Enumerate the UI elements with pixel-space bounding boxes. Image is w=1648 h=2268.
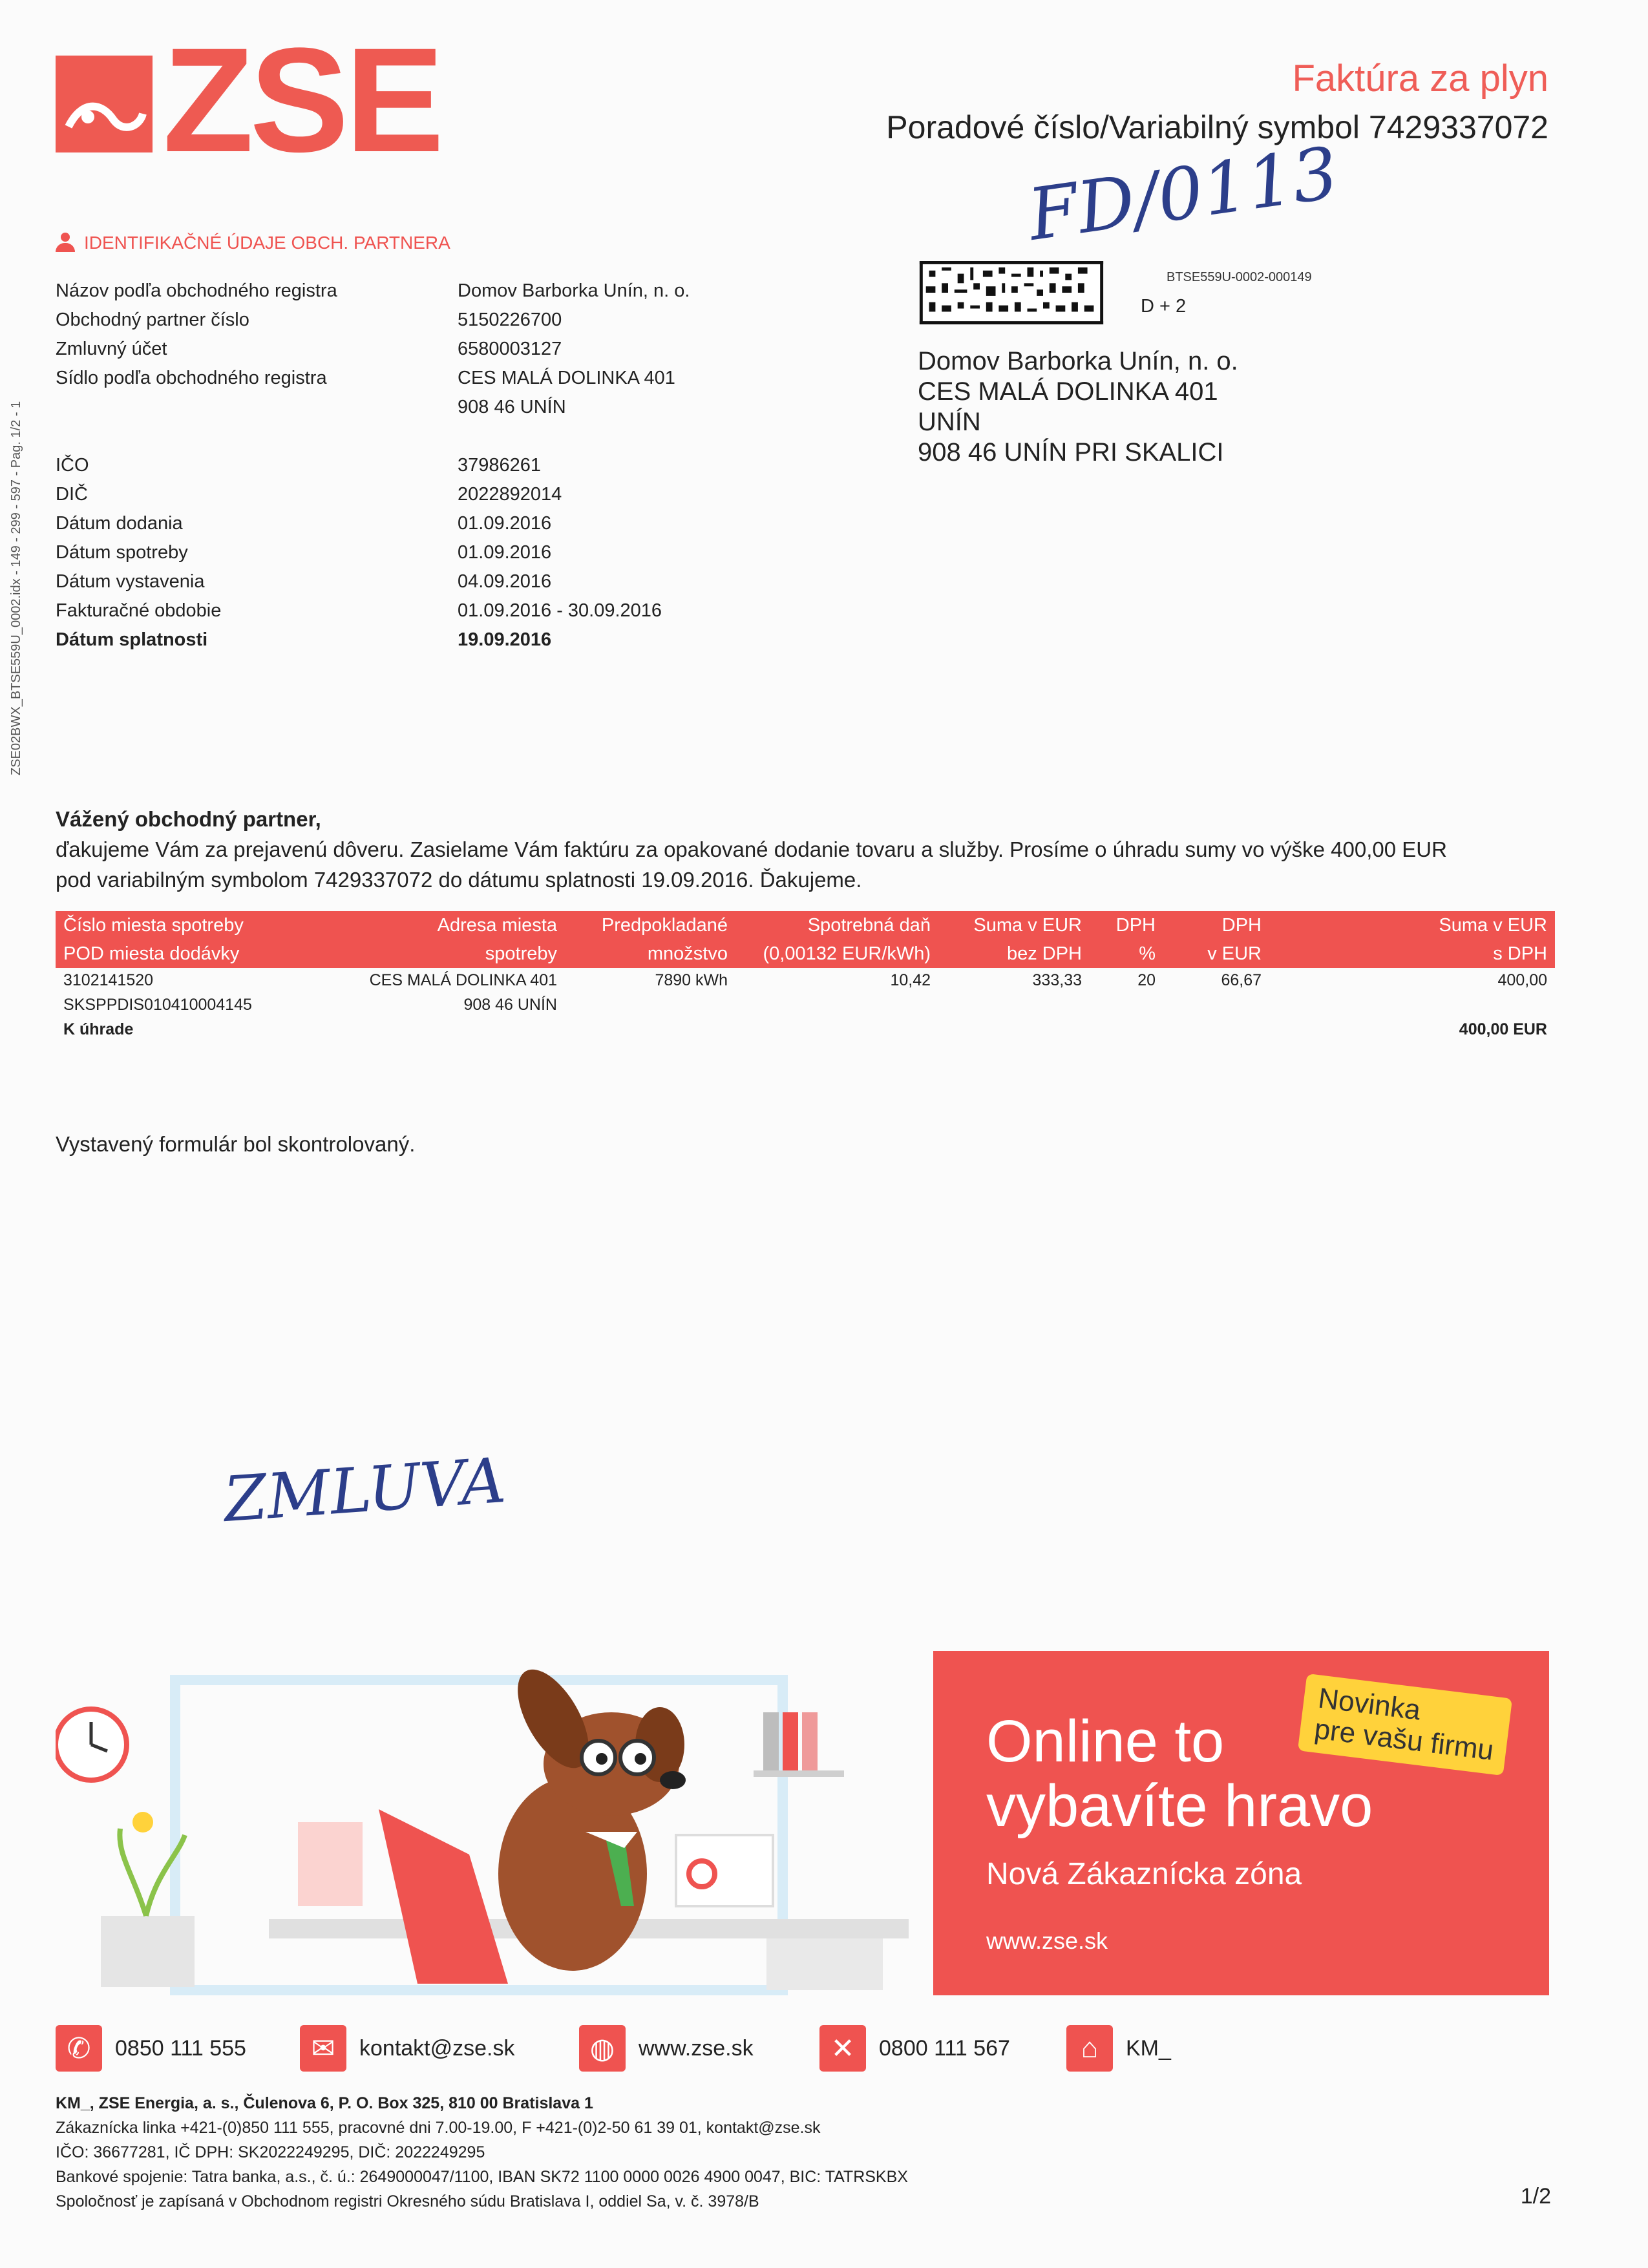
info-value: 908 46 UNÍN — [458, 397, 566, 417]
contact-phone[interactable] — [56, 2025, 300, 2072]
info-row — [56, 335, 781, 364]
info-row — [56, 480, 781, 509]
contact-text: www.zse.sk — [639, 2035, 754, 2061]
info-label: Sídlo podľa obchodného registra — [56, 368, 327, 388]
column-header: množstvo — [565, 940, 735, 968]
contact-service[interactable] — [819, 2025, 1066, 2072]
info-value: 04.09.2016 — [458, 571, 552, 592]
info-value: Domov Barborka Unín, n. o. — [458, 280, 690, 301]
info-value: 01.09.2016 — [458, 542, 552, 563]
badge-line: Novinka — [1316, 1682, 1422, 1727]
cover-letter — [56, 804, 1594, 895]
variable-symbol: Poradové číslo/Variabilný symbol 7429337072 — [886, 109, 1548, 145]
column-header: bez DPH — [938, 940, 1090, 968]
table-header-row — [56, 940, 1555, 968]
info-value: 37986261 — [458, 455, 542, 476]
info-row — [56, 567, 781, 596]
info-row — [56, 538, 781, 567]
info-row-spacer — [56, 422, 781, 451]
contact-text: KM_ — [1126, 2035, 1171, 2061]
contact-web[interactable] — [579, 2025, 819, 2072]
column-header: POD miesta dodávky — [56, 940, 355, 968]
amount-due-label: K úhrade — [63, 1020, 134, 1038]
amount-due-value: 400,00 EUR — [1459, 1020, 1547, 1038]
partner-heading-text: IDENTIFIKAČNÉ ÚDAJE OBCH. PARTNERA — [84, 233, 450, 253]
page-number: 1/2 — [1520, 2184, 1551, 2209]
info-label: Fakturačné obdobie — [56, 600, 222, 621]
contact-text: 0800 111 567 — [879, 2035, 1010, 2061]
column-header: Suma v EUR — [1269, 911, 1555, 940]
info-row — [56, 364, 781, 393]
zse-logo-mark — [56, 56, 153, 152]
recipient-code: BTSE559U-0002-000149 — [1167, 270, 1312, 284]
data-matrix-code — [918, 261, 1105, 324]
info-value: 6580003127 — [458, 339, 562, 359]
column-header: Predpokladané — [565, 911, 735, 940]
column-header: Adresa miesta — [355, 911, 565, 940]
table-cell: SKSPPDIS010410004145 — [63, 996, 252, 1014]
letter-line: ďakujeme Vám za prejavenú dôveru. Zasielame Vám faktúru za opakované dodanie tovaru a služby. Prosíme o úhradu sumy vo výške 400,00 EUR — [56, 837, 1447, 861]
promo-title-line: Online to — [986, 1708, 1225, 1774]
column-header: v EUR — [1163, 940, 1269, 968]
globe-icon: ◍ — [579, 2025, 626, 2072]
promo-subtitle: Nová Zákaznícka zóna — [986, 1857, 1302, 1891]
contact-bar — [56, 2022, 1555, 2074]
table-cell: 7890 kWh — [655, 971, 728, 989]
column-header: Číslo miesta spotreby — [56, 911, 355, 940]
info-value: 01.09.2016 — [458, 513, 552, 534]
table-cell: CES MALÁ DOLINKA 401 — [369, 971, 557, 989]
info-row — [56, 306, 781, 335]
info-label: Dátum dodania — [56, 513, 183, 534]
info-label: IČO — [56, 455, 89, 476]
footer-line: Zákaznícka linka +421-(0)850 111 555, pracovné dni 7.00-19.00, F +421-(0)2-50 61 39 01, kontakt@zse.sk — [56, 2119, 821, 2137]
table-cell: 908 46 UNÍN — [463, 996, 557, 1014]
table-cell: 66,67 — [1221, 971, 1262, 989]
table-cell — [1090, 992, 1163, 1017]
recipient-address — [918, 346, 1238, 468]
footer-line: Spoločnosť je zapísaná v Obchodnom registri Okresného súdu Bratislava I, oddiel Sa, v. č. 3978/B — [56, 2192, 759, 2210]
table-cell — [1163, 992, 1269, 1017]
phone-icon: ✆ — [56, 2025, 102, 2072]
handwritten-reference: FD/0113 — [1023, 131, 1344, 257]
footer-line: IČO: 36677281, IČ DPH: SK2022249295, DIČ: 2022249295 — [56, 2143, 485, 2161]
tools-icon: ✕ — [819, 2025, 866, 2072]
info-label: Dátum spotreby — [56, 542, 188, 563]
info-row — [56, 509, 781, 538]
column-header: Spotrebná daň — [735, 911, 938, 940]
column-header: DPH — [1090, 911, 1163, 940]
contact-text: kontakt@zse.sk — [359, 2035, 515, 2061]
table-cell: 3102141520 — [63, 971, 154, 989]
info-label: Dátum splatnosti — [56, 629, 208, 650]
promo-title-line: vybavíte hravo — [986, 1773, 1373, 1839]
column-header: spotreby — [355, 940, 565, 968]
logo-wordmark: ZSE — [163, 17, 441, 183]
table-cell: 400,00 — [1497, 971, 1547, 989]
table-cell: 333,33 — [1032, 971, 1082, 989]
side-print-code: ZSE02BWX_BTSE559U_0002.idx - 149 - 299 - 597 - Pag. 1/2 - 1 — [9, 401, 23, 775]
promo-banner[interactable] — [933, 1651, 1549, 1995]
table-cell: 10,42 — [890, 971, 931, 989]
info-row — [56, 393, 781, 422]
letter-greeting: Vážený obchodný partner, — [56, 807, 321, 831]
person-icon — [56, 233, 75, 253]
column-header: Suma v EUR — [938, 911, 1090, 940]
column-header: % — [1090, 940, 1163, 968]
partner-section-heading — [56, 233, 450, 253]
letter-line: pod variabilným symbolom 7429337072 do dátumu splatnosti 19.09.2016. Ďakujeme. — [56, 868, 862, 892]
table-header-row — [56, 911, 1555, 940]
table-cell — [1269, 992, 1555, 1017]
info-row-due-date — [56, 625, 781, 655]
table-cell — [565, 992, 735, 1017]
address-line: UNÍN — [918, 408, 981, 436]
document-title: Faktúra za plyn — [1292, 58, 1548, 100]
contact-account — [1066, 2025, 1171, 2072]
address-line: CES MALÁ DOLINKA 401 — [918, 377, 1218, 406]
info-label — [56, 393, 458, 422]
info-label: Obchodný partner číslo — [56, 310, 249, 330]
column-header: (0,00132 EUR/kWh) — [735, 940, 938, 968]
partner-info-table — [56, 277, 781, 655]
delivery-route: D + 2 — [1141, 296, 1187, 317]
table-cell — [735, 992, 938, 1017]
info-label: DIČ — [56, 484, 88, 505]
company-footer — [56, 2091, 908, 2214]
table-row — [56, 992, 1555, 1017]
column-header: s DPH — [1269, 940, 1555, 968]
info-value: 01.09.2016 - 30.09.2016 — [458, 600, 662, 621]
checked-note: Vystavený formulár bol skontrolovaný. — [56, 1132, 416, 1156]
badge-line: pre vašu firmu — [1313, 1713, 1495, 1767]
info-value: 19.09.2016 — [458, 629, 552, 650]
contact-text: 0850 111 555 — [115, 2035, 246, 2061]
home-icon: ⌂ — [1066, 2025, 1113, 2072]
table-row — [56, 968, 1555, 992]
mail-icon: ✉ — [300, 2025, 346, 2072]
table-cell — [938, 992, 1090, 1017]
promo-url-link[interactable]: www.zse.sk — [986, 1927, 1108, 1954]
info-row — [56, 596, 781, 625]
contact-email[interactable] — [300, 2025, 579, 2072]
info-row — [56, 277, 781, 306]
info-label: Názov podľa obchodného registra — [56, 280, 337, 301]
info-label: Zmluvný účet — [56, 339, 167, 359]
info-value: CES MALÁ DOLINKA 401 — [458, 368, 675, 388]
footer-line: Bankové spojenie: Tatra banka, a.s., č. ú.: 2649000047/1100, IBAN SK72 1100 0000 0026 4900 0047, BIC: TATRSKBX — [56, 2168, 908, 2186]
address-line: 908 46 UNÍN PRI SKALICI — [918, 438, 1224, 467]
handwritten-note: ZMLUVA — [221, 1444, 508, 1537]
info-row — [56, 451, 781, 480]
office-dog-illustration — [56, 1661, 909, 1997]
info-value: 2022892014 — [458, 484, 562, 505]
address-line: Domov Barborka Unín, n. o. — [918, 347, 1238, 375]
info-value: 5150226700 — [458, 310, 562, 330]
amount-due-row — [56, 1017, 1555, 1042]
info-label: Dátum vystavenia — [56, 571, 205, 592]
table-cell: 20 — [1137, 971, 1156, 989]
column-header: DPH — [1163, 911, 1269, 940]
invoice-items-table — [56, 911, 1555, 1042]
footer-line: KM_, ZSE Energia, a. s., Čulenova 6, P. O. Box 325, 810 00 Bratislava 1 — [56, 2094, 593, 2112]
